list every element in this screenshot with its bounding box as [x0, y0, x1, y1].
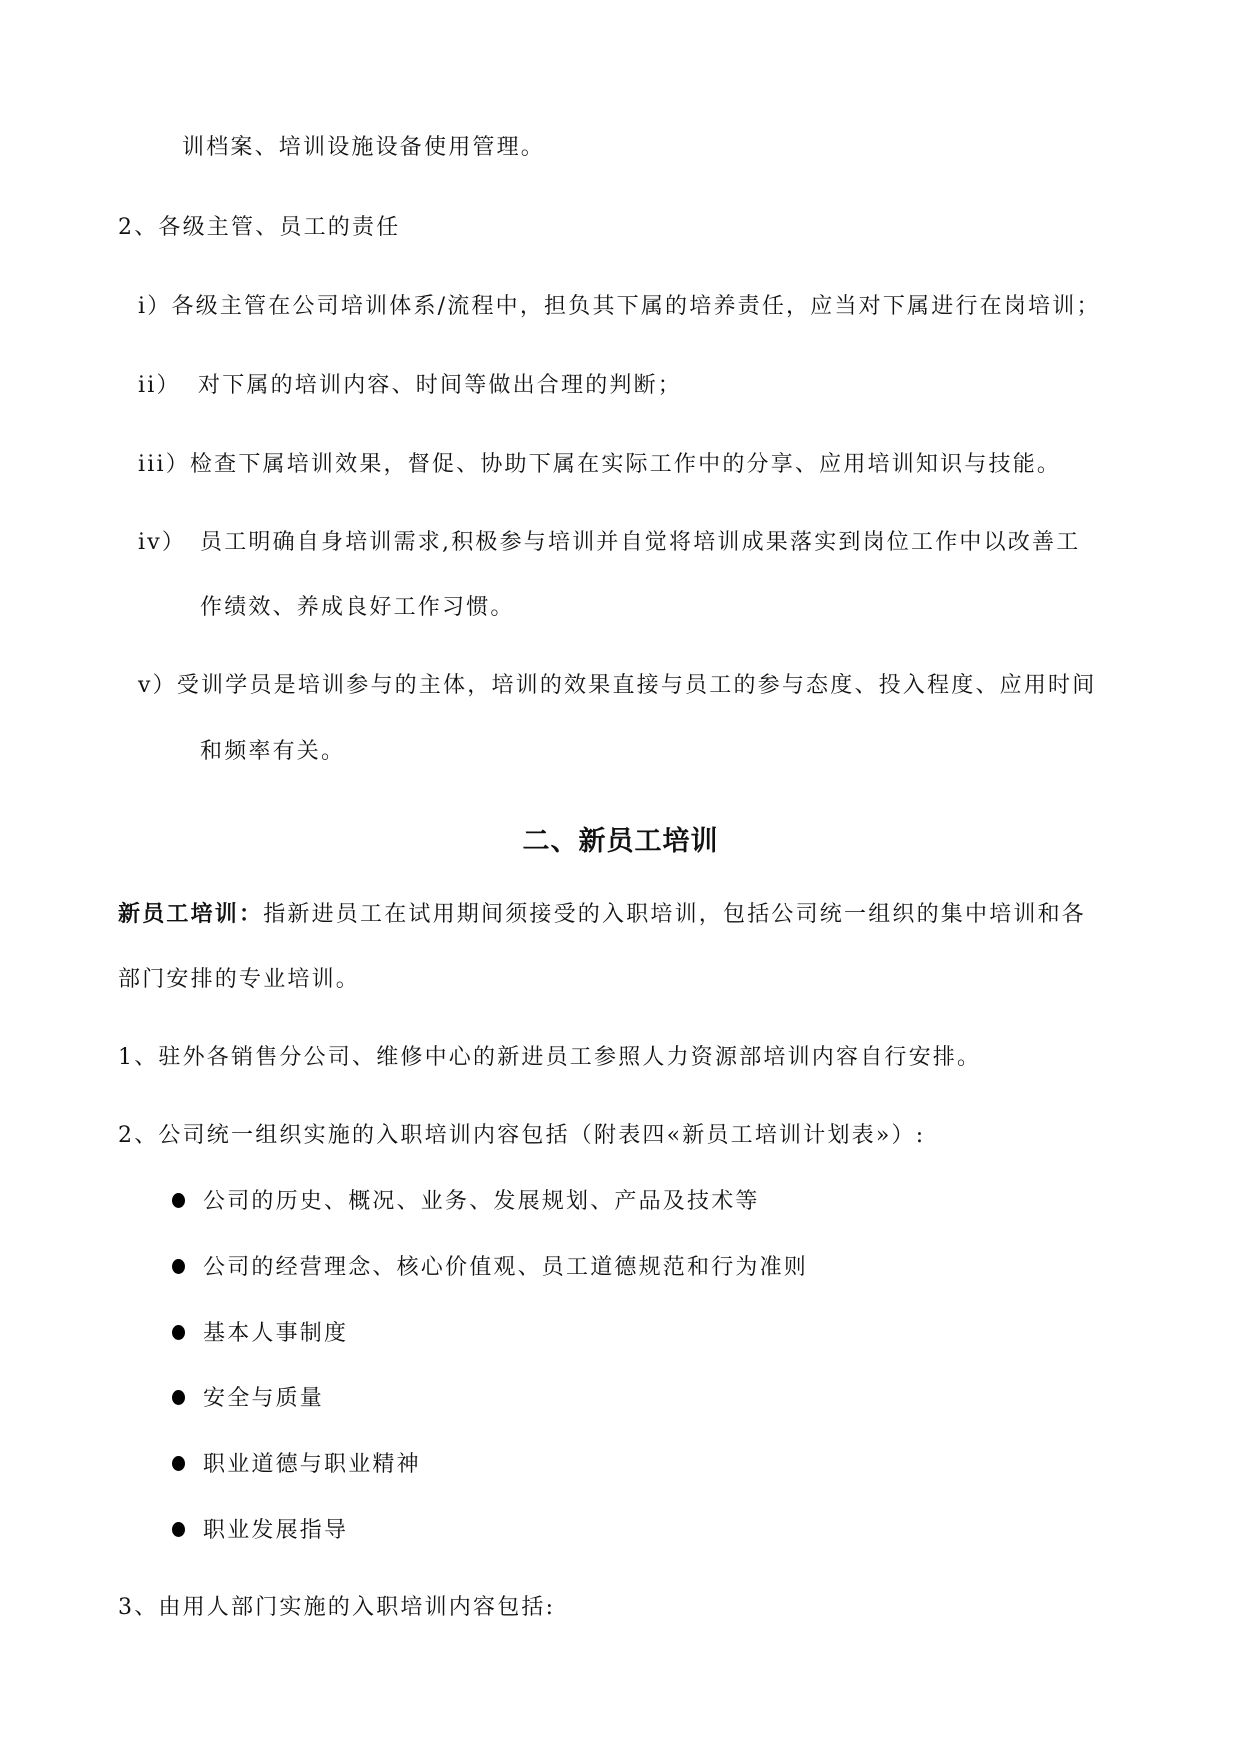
list-marker: i） — [138, 294, 172, 319]
list-item-text: 检查下属培训效果，督促、协助下属在实际工作中的分享、应用培训知识与技能。 — [189, 452, 1062, 477]
definition-continuation: 部门安排的专业培训。 — [118, 967, 361, 992]
list-marker: ii） — [138, 373, 181, 398]
item-2: 2、公司统一组织实施的入职培训内容包括（附表四«新员工培训计划表»）: — [118, 1123, 926, 1148]
bullet-item — [172, 1187, 760, 1217]
list-item-text: 受训学员是培训参与的主体，培训的效果直接与员工的参与态度、投入程度、应用时间 — [176, 673, 1097, 698]
responsibility-item-4-continuation: 作绩效、养成良好工作习惯。 — [200, 595, 515, 620]
bullet-icon — [172, 1193, 185, 1208]
definition-paragraph — [118, 900, 1086, 930]
bullet-item — [172, 1450, 421, 1480]
bullet-item — [172, 1384, 324, 1414]
bullet-text: 职业道德与职业精神 — [203, 1452, 421, 1477]
responsibility-item-5-continuation: 和频率有关。 — [200, 739, 346, 764]
responsibility-item-4 — [138, 528, 1080, 558]
item-1: 1、驻外各销售分公司、维修中心的新进员工参照人力资源部培训内容自行安排。 — [118, 1045, 982, 1070]
bullet-item — [172, 1319, 348, 1349]
item-3: 3、由用人部门实施的入职培训内容包括: — [118, 1595, 556, 1620]
definition-label: 新员工培训： — [118, 902, 264, 927]
list-item-text: 员工明确自身培训需求,积极参与培训并自觉将培训成果落实到岗位工作中以改善工 — [200, 530, 1081, 555]
paragraph-continuation: 训档案、培训设施设备使用管理。 — [182, 135, 546, 160]
bullet-icon — [172, 1259, 185, 1274]
bullet-icon — [172, 1390, 185, 1405]
responsibility-item-3 — [138, 450, 1061, 480]
bullet-icon — [172, 1325, 185, 1340]
section-heading: 二、新员工培训 — [522, 826, 719, 857]
item-2-title: 2、各级主管、员工的责任 — [118, 215, 401, 240]
bullet-text: 安全与质量 — [203, 1386, 325, 1411]
responsibility-item-5 — [138, 671, 1096, 701]
list-marker: v） — [138, 673, 177, 698]
bullet-item — [172, 1516, 348, 1546]
responsibility-item-2 — [138, 371, 682, 401]
bullet-text: 公司的历史、概况、业务、发展规划、产品及技术等 — [203, 1189, 760, 1214]
list-item-text: 对下属的培训内容、时间等做出合理的判断； — [198, 373, 683, 398]
bullet-item — [172, 1253, 808, 1283]
responsibility-item-1 — [138, 292, 1101, 322]
list-marker: iv） — [138, 530, 187, 555]
bullet-text: 职业发展指导 — [203, 1518, 349, 1543]
definition-text: 指新进员工在试用期间须接受的入职培训，包括公司统一组织的集中培训和各 — [263, 902, 1087, 927]
bullet-icon — [172, 1522, 185, 1537]
list-marker: iii） — [138, 452, 190, 477]
bullet-icon — [172, 1456, 185, 1471]
list-item-text: 各级主管在公司培训体系/流程中，担负其下属的培养责任，应当对下属进行在岗培训； — [171, 294, 1101, 319]
bullet-text: 基本人事制度 — [203, 1321, 349, 1346]
bullet-text: 公司的经营理念、核心价值观、员工道德规范和行为准则 — [203, 1255, 809, 1280]
